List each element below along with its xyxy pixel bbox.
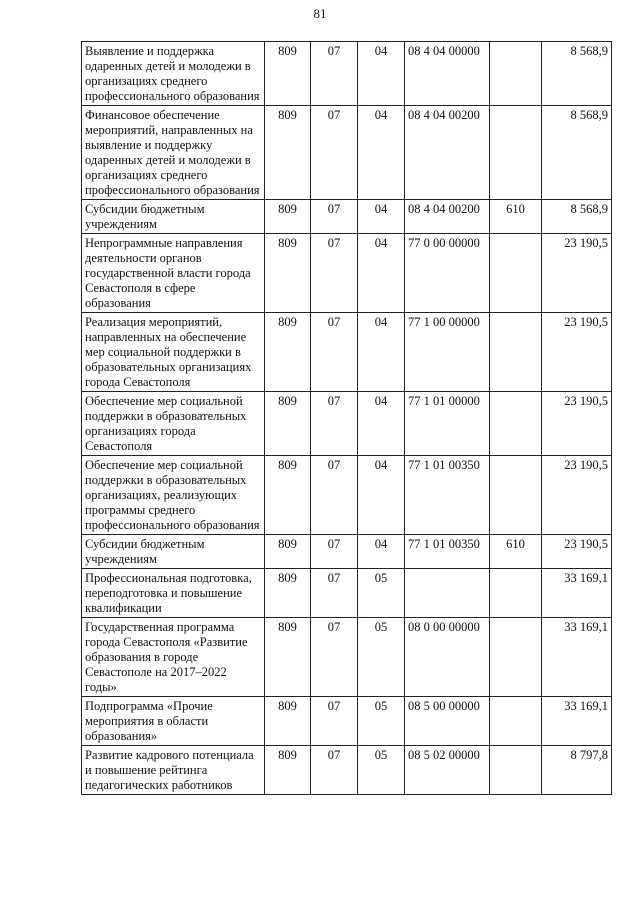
department-code-cell: 809 (265, 42, 311, 106)
expense-name-cell: Субсидии бюджетным учреждениям (82, 535, 265, 569)
section-cell: 07 (311, 234, 358, 313)
subsection-cell: 04 (358, 106, 405, 200)
amount-cell: 23 190,5 (542, 392, 612, 456)
subsection-cell: 04 (358, 200, 405, 234)
expense-type-cell (490, 569, 542, 618)
target-item-cell: 08 5 00 00000 (405, 697, 490, 746)
department-code-cell: 809 (265, 200, 311, 234)
department-code-cell: 809 (265, 535, 311, 569)
expense-name-cell: Выявление и поддержка одаренных детей и молодежи в организациях среднего профессионального образования (82, 42, 265, 106)
table-row (82, 234, 612, 313)
amount-cell: 33 169,1 (542, 618, 612, 697)
expense-name-cell: Подпрограмма «Прочие мероприятия в области образования» (82, 697, 265, 746)
target-item-cell: 77 1 00 00000 (405, 313, 490, 392)
table-row (82, 746, 612, 795)
department-code-cell: 809 (265, 106, 311, 200)
department-code-cell: 809 (265, 569, 311, 618)
subsection-cell: 04 (358, 456, 405, 535)
amount-cell: 33 169,1 (542, 697, 612, 746)
expense-type-cell (490, 106, 542, 200)
target-item-cell: 77 1 01 00000 (405, 392, 490, 456)
section-cell: 07 (311, 618, 358, 697)
amount-cell: 8 568,9 (542, 106, 612, 200)
expense-type-cell: 610 (490, 535, 542, 569)
expense-type-cell (490, 618, 542, 697)
section-cell: 07 (311, 106, 358, 200)
amount-cell: 8 568,9 (542, 42, 612, 106)
section-cell: 07 (311, 392, 358, 456)
expense-type-cell (490, 697, 542, 746)
target-item-cell: 08 5 02 00000 (405, 746, 490, 795)
expense-name-cell: Субсидии бюджетным учреждениям (82, 200, 265, 234)
section-cell: 07 (311, 535, 358, 569)
subsection-cell: 04 (358, 234, 405, 313)
expense-type-cell (490, 456, 542, 535)
table-row (82, 535, 612, 569)
table-row (82, 392, 612, 456)
department-code-cell: 809 (265, 456, 311, 535)
subsection-cell: 04 (358, 392, 405, 456)
table-row (82, 106, 612, 200)
table-row (82, 313, 612, 392)
expense-name-cell: Финансовое обеспечение мероприятий, направленных на выявление и поддержку одаренных детей и молодежи в организациях среднего профессионального образования (82, 106, 265, 200)
expense-name-cell: Реализация мероприятий, направленных на обеспечение мер социальной поддержки в образовательных организациях города Севастополя (82, 313, 265, 392)
subsection-cell: 05 (358, 697, 405, 746)
department-code-cell: 809 (265, 234, 311, 313)
section-cell: 07 (311, 569, 358, 618)
subsection-cell: 04 (358, 535, 405, 569)
target-item-cell: 08 4 04 00200 (405, 106, 490, 200)
table-row (82, 697, 612, 746)
department-code-cell: 809 (265, 618, 311, 697)
target-item-cell: 77 0 00 00000 (405, 234, 490, 313)
expense-name-cell: Развитие кадрового потенциала и повышение рейтинга педагогических работников (82, 746, 265, 795)
table-row (82, 456, 612, 535)
expense-name-cell: Профессиональная подготовка, переподготовка и повышение квалификации (82, 569, 265, 618)
target-item-cell: 08 4 04 00000 (405, 42, 490, 106)
subsection-cell: 04 (358, 313, 405, 392)
amount-cell: 8 568,9 (542, 200, 612, 234)
table-row (82, 569, 612, 618)
amount-cell: 23 190,5 (542, 313, 612, 392)
section-cell: 07 (311, 697, 358, 746)
table-row (82, 618, 612, 697)
table-row (82, 42, 612, 106)
target-item-cell: 77 1 01 00350 (405, 456, 490, 535)
section-cell: 07 (311, 42, 358, 106)
expense-name-cell: Непрограммные направления деятельности органов государственной власти города Севастополя в сфере образования (82, 234, 265, 313)
department-code-cell: 809 (265, 313, 311, 392)
subsection-cell: 05 (358, 746, 405, 795)
expense-type-cell (490, 313, 542, 392)
department-code-cell: 809 (265, 392, 311, 456)
expense-name-cell: Обеспечение мер социальной поддержки в образовательных организациях, реализующих программы среднего профессионального образования (82, 456, 265, 535)
subsection-cell: 05 (358, 618, 405, 697)
expense-type-cell: 610 (490, 200, 542, 234)
target-item-cell: 77 1 01 00350 (405, 535, 490, 569)
expense-type-cell (490, 42, 542, 106)
amount-cell: 23 190,5 (542, 456, 612, 535)
budget-table (81, 41, 612, 795)
department-code-cell: 809 (265, 697, 311, 746)
section-cell: 07 (311, 200, 358, 234)
expense-type-cell (490, 746, 542, 795)
amount-cell: 8 797,8 (542, 746, 612, 795)
target-item-cell (405, 569, 490, 618)
table-row (82, 200, 612, 234)
amount-cell: 33 169,1 (542, 569, 612, 618)
section-cell: 07 (311, 746, 358, 795)
subsection-cell: 04 (358, 42, 405, 106)
expense-name-cell: Государственная программа города Севастополя «Развитие образования в городе Севастополе на 2017–2022 годы» (82, 618, 265, 697)
section-cell: 07 (311, 456, 358, 535)
amount-cell: 23 190,5 (542, 234, 612, 313)
section-cell: 07 (311, 313, 358, 392)
expense-type-cell (490, 234, 542, 313)
expense-type-cell (490, 392, 542, 456)
expense-name-cell: Обеспечение мер социальной поддержки в образовательных организациях города Севастополя (82, 392, 265, 456)
table-body (82, 42, 612, 795)
subsection-cell: 05 (358, 569, 405, 618)
amount-cell: 23 190,5 (542, 535, 612, 569)
department-code-cell: 809 (265, 746, 311, 795)
page-number: 81 (313, 6, 327, 21)
target-item-cell: 08 4 04 00200 (405, 200, 490, 234)
target-item-cell: 08 0 00 00000 (405, 618, 490, 697)
